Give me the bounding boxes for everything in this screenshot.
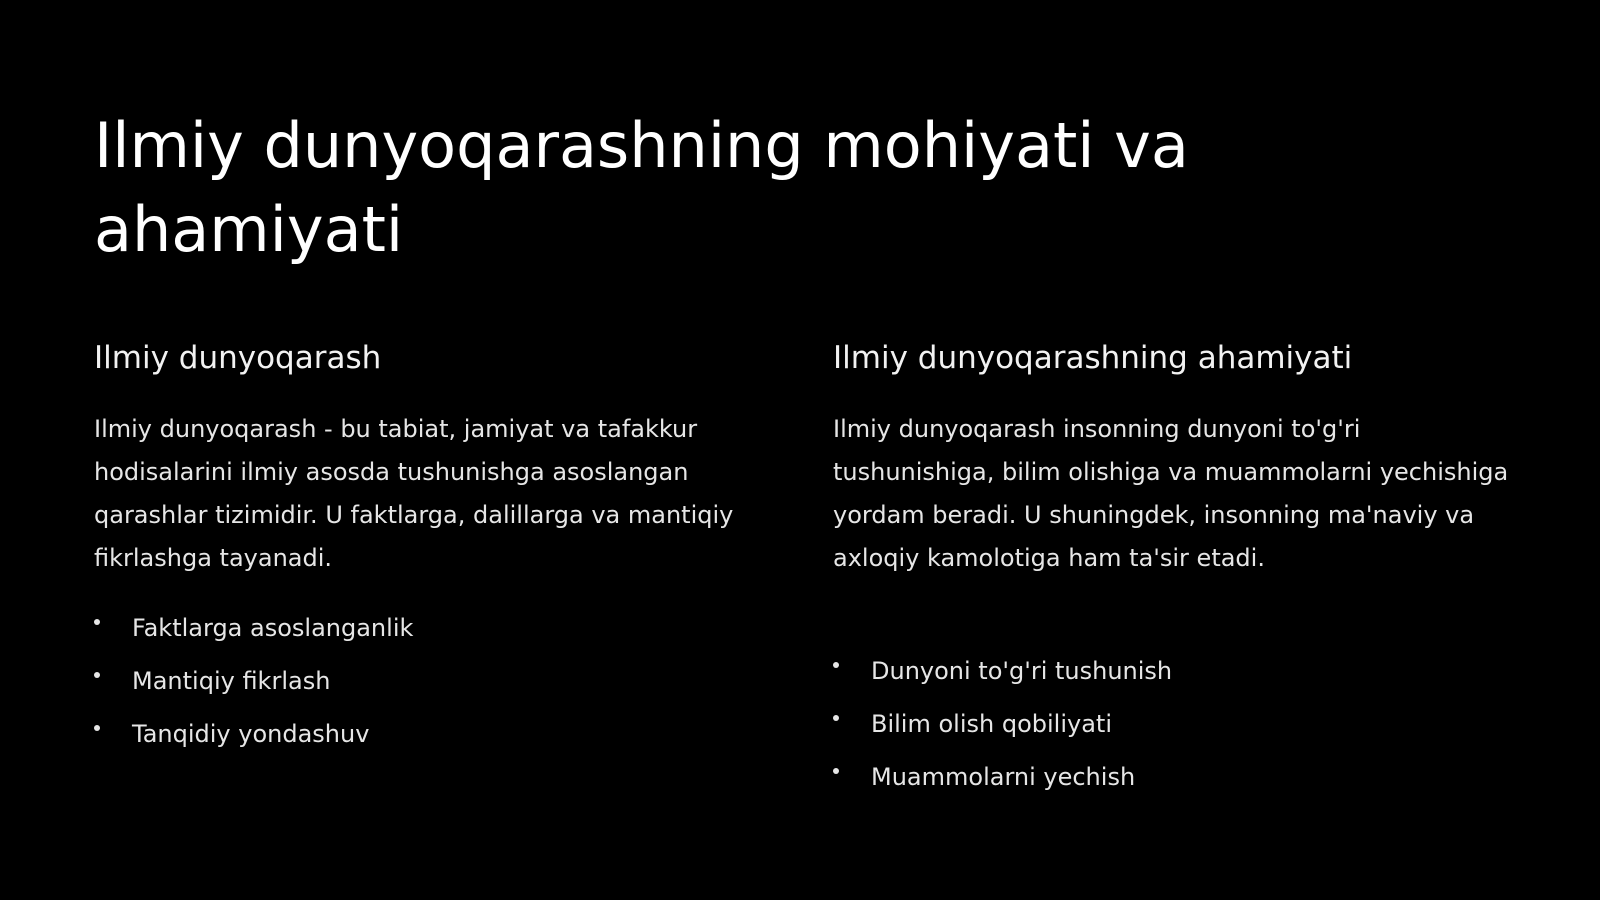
list-item [94, 608, 774, 661]
left-column-body: Ilmiy dunyoqarash - bu tabiat, jamiyat va tafakkur hodisalarini ilmiy asosda tushunishga asoslangan qarashlar tizimidir. U faktlarga, dalillarga va mantiqiy fikrlashga tayanadi. [94, 415, 734, 572]
slide-title: Ilmiy dunyoqarashning mohiyati va ahamiyati [94, 109, 1189, 266]
list-item [833, 757, 1513, 810]
right-column-body: Ilmiy dunyoqarash insonning dunyoni to'g'ri tushunishiga, bilim olishiga va muammolarni yechishiga yordam beradi. U shuningdek, insonning ma'naviy va axloqiy kamolotiga ham ta'sir etadi. [833, 415, 1509, 572]
bullet-dot-icon [94, 725, 100, 731]
list-item [94, 661, 774, 714]
bullet-text: Bilim olish qobiliyati [871, 710, 1112, 738]
list-item [833, 704, 1513, 757]
bullet-dot-icon [833, 715, 839, 721]
bullet-dot-icon [833, 768, 839, 774]
left-column [94, 338, 774, 748]
bullet-text: Dunyoni to'g'ri tushunish [871, 657, 1173, 685]
bullet-text: Mantiqiy fikrlash [132, 667, 331, 695]
bullet-dot-icon [94, 672, 100, 678]
bullet-text: Muammolarni yechish [871, 763, 1136, 791]
bullet-dot-icon [94, 619, 100, 625]
bullet-dot-icon [833, 662, 839, 668]
left-column-heading: Ilmiy dunyoqarash [94, 340, 382, 376]
right-bullet-list [833, 651, 1513, 810]
left-bullet-list [94, 608, 774, 767]
right-column-heading: Ilmiy dunyoqarashning ahamiyati [833, 340, 1353, 376]
bullet-text: Faktlarga asoslanganlik [132, 614, 414, 642]
list-item [833, 651, 1513, 704]
list-item [94, 714, 774, 767]
right-column [833, 338, 1513, 791]
bullet-text: Tanqidiy yondashuv [132, 720, 370, 748]
